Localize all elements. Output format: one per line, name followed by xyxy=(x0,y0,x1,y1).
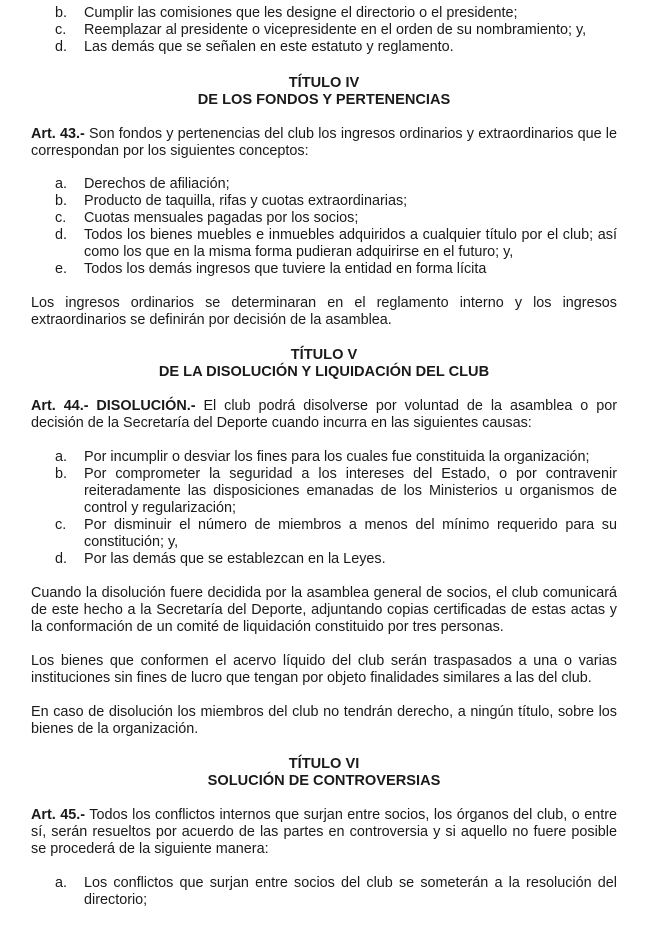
article-label: Art. 43.- xyxy=(31,126,85,142)
section-heading-titulo-iv xyxy=(31,75,617,109)
list-item xyxy=(31,261,617,278)
article-44-paragraph: En caso de disolución los miembros del club no tendrán derecho, a ningún título, sobre los bienes de la organización. xyxy=(31,704,617,737)
article-44-paragraph: Los bienes que conformen el acervo líquido del club serán traspasados a una o varias instituciones sin fines de lucro que tengan por objeto finalidades similares a las del club. xyxy=(31,653,617,686)
list-item-text: Cuotas mensuales pagadas por los socios; xyxy=(84,210,359,226)
section-name: DE LA DISOLUCIÓN Y LIQUIDACIÓN DEL CLUB xyxy=(158,364,490,380)
list-marker: a. xyxy=(55,875,68,891)
article-45-list xyxy=(31,875,617,909)
article-text: Todos los conflictos internos que surjan entre socios, los órganos del club, o entre sí, serán resueltos por acuerdo de las partes en controversia y si aquello no fuere posible se procederá de la siguiente manera: xyxy=(31,807,617,857)
article-label: Art. 44.- DISOLUCIÓN.- xyxy=(31,398,196,414)
list-item xyxy=(31,39,617,56)
list-marker: c. xyxy=(55,210,67,226)
section-number: TÍTULO VI xyxy=(288,756,360,772)
list-item xyxy=(31,176,617,193)
list-marker: b. xyxy=(55,193,68,209)
list-item xyxy=(31,5,617,22)
list-marker: c. xyxy=(55,22,67,38)
list-item xyxy=(31,227,617,261)
article-44-paragraph: Cuando la disolución fuere decidida por la asamblea general de socios, el club comunicará de este hecho a la Secretaría del Deporte, adjuntando copias certificadas de estas actas y la conformación de un comité de liquidación constituido por tres personas. xyxy=(31,585,617,635)
list-item-text: Cumplir las comisiones que les designe el directorio o el presidente; xyxy=(84,5,518,21)
article-43-closing: Los ingresos ordinarios se determinaran en el reglamento interno y los ingresos extraordinarios se definirán por decisión de la asamblea. xyxy=(31,295,617,328)
section-name: DE LOS FONDOS Y PERTENENCIAS xyxy=(197,92,451,108)
list-item xyxy=(31,449,617,466)
list-item xyxy=(31,22,617,39)
list-marker: d. xyxy=(55,551,68,567)
section-heading-titulo-vi xyxy=(31,756,617,790)
article-text: Son fondos y pertenencias del club los ingresos ordinarios y extraordinarios que le correspondan por los siguientes conceptos: xyxy=(31,126,617,159)
list-item-text: Producto de taquilla, rifas y cuotas extraordinarias; xyxy=(84,193,408,209)
section-number: TÍTULO IV xyxy=(288,75,360,91)
list-item-text: Todos los bienes muebles e inmuebles adquiridos a cualquier título por el club; así como los que en la misma forma pudieran adquirirse en el futuro; y, xyxy=(84,227,617,260)
list-marker: b. xyxy=(55,5,68,21)
section-heading-titulo-v xyxy=(31,347,617,381)
list-item-text: Por comprometer la seguridad a los intereses del Estado, o por contravenir reiteradamente las disposiciones emanadas de los Ministerios u organismos de control y regularización; xyxy=(84,466,617,516)
top-list xyxy=(31,5,617,56)
section-name: SOLUCIÓN DE CONTROVERSIAS xyxy=(207,773,441,789)
list-item xyxy=(31,551,617,568)
list-marker: a. xyxy=(55,176,68,192)
list-item xyxy=(31,875,617,909)
list-item-text: Por las demás que se establezcan en la Leyes. xyxy=(84,551,386,567)
document-page xyxy=(31,0,617,909)
list-item-text: Reemplazar al presidente o vicepresidente en el orden de su nombramiento; y, xyxy=(84,22,587,38)
list-marker: c. xyxy=(55,517,67,533)
list-marker: d. xyxy=(55,227,68,243)
article-44-list xyxy=(31,449,617,568)
article-44 xyxy=(31,398,617,432)
article-45 xyxy=(31,807,617,858)
article-43-list xyxy=(31,176,617,278)
list-item xyxy=(31,517,617,551)
list-item xyxy=(31,466,617,517)
list-marker: b. xyxy=(55,466,68,482)
article-text: El club podrá disolverse por voluntad de la asamblea o por decisión de la Secretaría del Deporte cuando incurra en las siguientes causas: xyxy=(31,398,617,431)
list-item-text: Las demás que se señalen en este estatuto y reglamento. xyxy=(84,39,454,55)
list-item-text: Derechos de afiliación; xyxy=(84,176,230,192)
list-marker: a. xyxy=(55,449,68,465)
section-number: TÍTULO V xyxy=(290,347,358,363)
list-item-text: Todos los demás ingresos que tuviere la entidad en forma lícita xyxy=(84,261,487,277)
list-marker: d. xyxy=(55,39,68,55)
list-marker: e. xyxy=(55,261,68,277)
list-item-text: Por disminuir el número de miembros a menos del mínimo requerido para su constitución; y, xyxy=(84,517,617,550)
list-item-text: Los conflictos que surjan entre socios del club se someterán a la resolución del directorio; xyxy=(84,875,617,908)
article-43 xyxy=(31,126,617,160)
list-item-text: Por incumplir o desviar los fines para los cuales fue constituida la organización; xyxy=(84,449,590,465)
list-item xyxy=(31,193,617,210)
article-label: Art. 45.- xyxy=(31,807,86,823)
list-item xyxy=(31,210,617,227)
